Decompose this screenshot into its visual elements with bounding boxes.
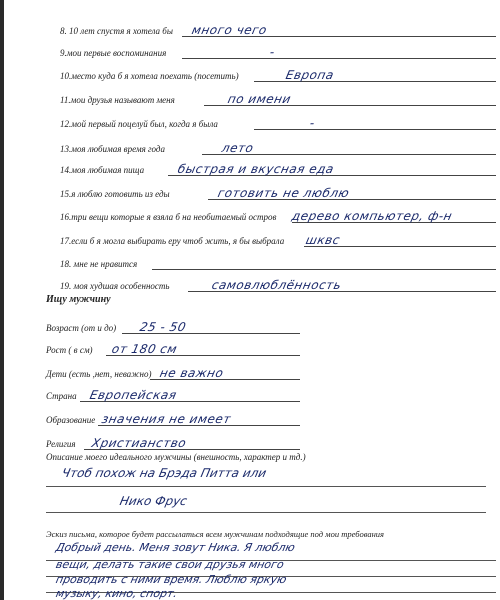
letter-line-3: проводить с ними время. Люблю яркую [54,573,288,586]
seeking-label: Образование [46,415,96,425]
seeking-row [0,428,500,452]
seeking-row [0,312,500,336]
question-row [0,154,500,178]
handwritten-answer: - [268,45,277,59]
seeking-handwritten-answer: не важно [158,366,225,380]
section-title-seeking: Ищу мужчину [46,294,111,305]
letter-line-2: вещи, делать такие свои друзья много [54,558,286,571]
question-label: 15.я люблю готовить из еды [60,189,170,199]
question-label: 18. мне не нравится [60,259,138,269]
question-label: 16.три вещи которые я взяла б на необитаемый остров [60,212,277,222]
seeking-row [0,334,500,358]
handwritten-answer: по имени [226,92,293,106]
seeking-handwritten-answer: Европейская [88,388,179,402]
ideal-line-2: Нико Фрус [118,494,189,508]
ideal-label: Описание моего идеального мужчины (внешность, характер и тд.) [46,452,306,462]
letter-line-4: музыку, кино, спорт. [54,587,179,600]
answer-line [182,58,496,59]
handwritten-answer: много чего [190,23,269,37]
handwritten-answer: быстрая и вкусная еда [176,162,336,176]
seeking-handwritten-answer: Христианство [90,436,188,450]
seeking-handwritten-answer: от 180 см [110,342,179,356]
seeking-handwritten-answer: 25 - 50 [138,320,188,334]
question-label: 10.место куда б я хотела поехать (посетить) [60,71,239,81]
question-row [0,84,500,108]
question-row [0,178,500,202]
handwritten-answer: лето [220,141,255,155]
question-label: 8. 10 лет спустя я хотела бы [60,26,173,36]
handwritten-answer: готовить не люблю [216,186,351,200]
handwritten-answer: Европа [284,68,336,82]
question-label: 11.мои друзья называют меня [60,95,175,105]
question-label: 9.мои первые воспоминания [60,48,167,58]
ideal-rule-2 [46,512,486,513]
seeking-label: Возраст (от и до) [46,323,117,333]
question-row [0,60,500,84]
question-label: 14.моя любимая пища [60,165,145,175]
question-row [0,225,500,249]
question-row [0,248,500,272]
handwritten-answer: шквс [304,233,342,247]
question-label: 12.мой первый поцелуй был, когда я была [60,119,218,129]
seeking-handwritten-answer: значения не имеет [100,412,233,426]
seeking-row [0,380,500,404]
handwritten-answer: - [308,116,317,130]
question-label: 19. моя худшая особенность [60,281,170,291]
seeking-label: Религия [46,439,76,449]
handwritten-answer: дерево компьютер, ф-н [290,209,454,223]
seeking-row [0,404,500,428]
question-row [0,270,500,294]
question-row [0,108,500,132]
question-label: 17.если б я могла выбирать еру чтоб жить, я бы выбрала [60,236,285,246]
ideal-rule-1 [46,486,486,487]
question-row [0,15,500,39]
question-row [0,201,500,225]
seeking-label: Страна [46,391,77,401]
seeking-row [0,358,500,382]
handwritten-answer: самовлюблённость [210,278,343,292]
answer-line [254,129,496,130]
letter-label: Эскиз письма, которое будет рассылаться всем мужчинам подходящие под мои требования [46,529,384,539]
question-row [0,37,500,61]
ideal-line-1: Чтоб похож на Брэда Питта или [60,466,268,480]
seeking-label: Рост ( в см) [46,345,93,355]
letter-line-1: Добрый день. Меня зовут Ника. Я люблю [54,541,297,554]
seeking-label: Дети (есть ,нет, неважно) [46,369,152,379]
question-label: 13.моя любимая время года [60,144,165,154]
